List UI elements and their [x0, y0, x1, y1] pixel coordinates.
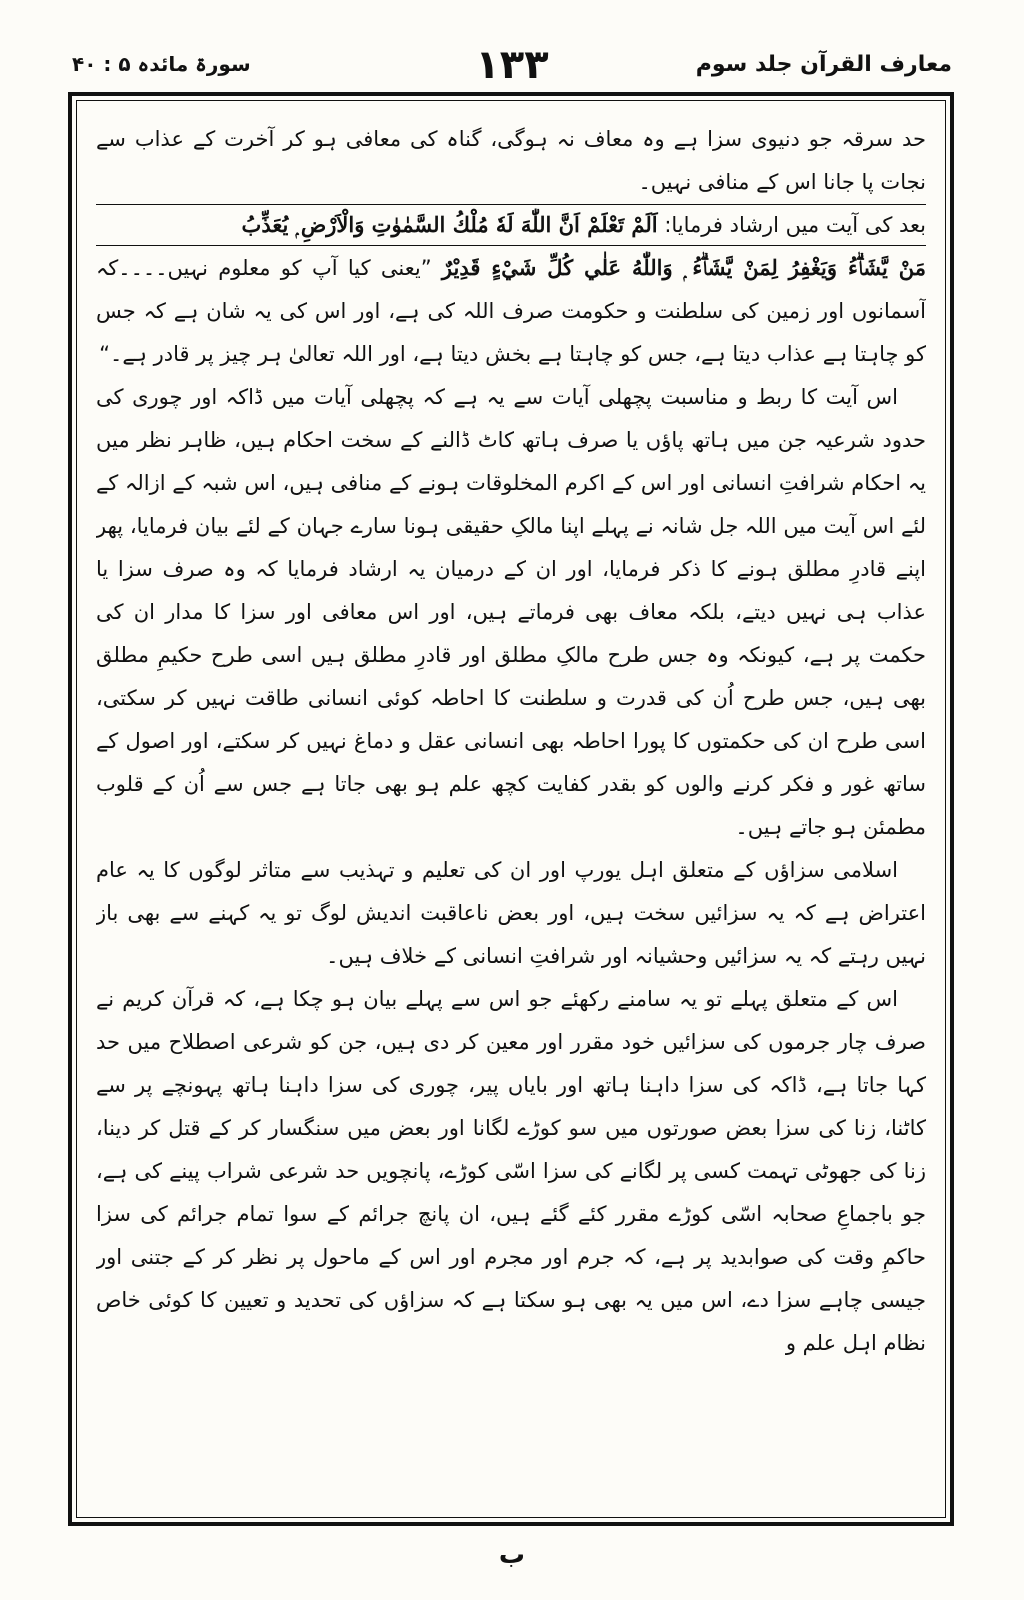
surah-reference: سورۃ مائدہ ۵ : ۴۰: [72, 52, 251, 76]
page-header: [72, 42, 952, 88]
verse-line: [96, 204, 926, 246]
paragraph-1: حد سرقہ جو دنیوی سزا ہے وہ معاف نہ ہوگی، گناہ کی معافی ہو کر آخرت کے عذاب سے نجات پا جانا اس کے منافی نہیں۔: [96, 127, 926, 194]
paragraph-3: اسلامی سزاؤں کے متعلق اہل یورپ اور ان کی تعلیم و تہذیب سے متاثر لوگوں کا یہ عام اعتراض ہے کہ یہ سزائیں سخت ہیں، اور بعض ناعاقبت اندیش لوگ تو یہ کہنے سے بھی باز نہیں رہتے کہ یہ سزائیں وحشیانہ اور شرافتِ انسانی کے خلاف ہیں۔: [96, 858, 926, 968]
verse-intro: بعد کی آیت میں ارشاد فرمایا:: [664, 213, 926, 237]
signature-mark: ب: [498, 1540, 526, 1570]
page-body: [96, 118, 926, 1514]
paragraph-2: اس آیت کا ربط و مناسبت پچھلی آیات سے یہ ہے کہ پچھلی آیات میں ڈاکہ اور چوری کی حدود شرعیہ جن میں ہاتھ پاؤں یا صرف ہاتھ کاٹ ڈالنے کے سخت احکام ہیں، ظاہر نظر میں یہ احکام شرافتِ انسانی اور اس کے اکرم المخلوقات ہونے کے منافی ہیں، اس شبہ کے ازالہ کے لئے اس آیت میں اللہ جل شانہ نے پہلے اپنا مالکِ حقیقی ہونا سارے جہان کے لئے بیان فرمایا، پھر اپنے قادرِ مطلق ہونے کا ذکر فرمایا، اور ان کے درمیان یہ ارشاد فرمایا کہ وہ صرف سزا یا عذاب ہی نہیں دیتے، بلکہ معاف بھی فرماتے ہیں، اور اس معافی اور سزا کا مدار ان کی حکمت پر ہے، کیونکہ وہ جس طرح مالکِ مطلق اور قادرِ مطلق ہیں اسی طرح حکیمِ مطلق بھی ہیں، جس طرح اُن کی قدرت و سلطنت کا احاطہ کوئی انسانی طاقت نہیں کر سکتی، اسی طرح ان کی حکمتوں کا پورا احاطہ بھی انسانی عقل و دماغ نہیں کر سکتے، اور اصول کے ساتھ غور و فکر کرنے والوں کو بقدر کفایت کچھ علم ہو بھی جاتا ہے جس سے اُن کے قلوب مطمئن ہو جاتے ہیں۔: [96, 385, 926, 839]
book-title: معارف القرآن جلد سوم: [695, 52, 952, 77]
paragraph-4: اس کے متعلق پہلے تو یہ سامنے رکھئے جو اس سے پہلے بیان ہو چکا ہے، کہ قرآن کریم نے صرف چار جرموں کی سزائیں خود مقرر اور معین کر دی ہیں، جن کو شرعی اصطلاح میں حد کہا جاتا ہے، ڈاکہ کی سزا داہنا ہاتھ اور بایاں پیر، چوری کی سزا داہنا ہاتھ پہونچے پر سے کاٹنا، زنا کی سزا بعض صورتوں میں سو کوڑے لگانا اور بعض میں سنگسار کر کے قتل کر دینا، زنا کی جھوٹی تہمت کسی پر لگانے کی سزا اسّی کوڑے، پانچویں حد شرعی شراب پینے کی ہے، جو باجماعِ صحابہ اسّی کوڑے مقرر کئے گئے ہیں، ان پانچ جرائم کے سوا تمام جرائم کی سزا حاکمِ وقت کی صوابدید پر ہے، کہ جرم اور مجرم اور اس کے ماحول پر نظر کر کے جتنی اور جیسی چاہے سزا دے، اس میں یہ بھی ہو سکتا ہے کہ سزاؤں کی تحدید و تعیین کا کوئی خاص نظام اہل علم و: [96, 987, 926, 1355]
verse-arabic: اَلَمْ تَعْلَمْ اَنَّ اللّٰهَ لَهٗ مُلْكُ السَّمٰوٰتِ وَالْاَرْضِ ۭ يُعَذِّبُ: [241, 212, 658, 237]
verse-continuation-arabic: مَنْ يَّشَاۗءُ وَيَغْفِرُ لِمَنْ يَّشَاۗءُ ۭ وَاللّٰهُ عَلٰي كُلِّ شَيْءٍ قَدِيْرٌ: [441, 255, 926, 280]
page-number: ۱۳۳: [475, 42, 549, 88]
verse-translation-paragraph: [96, 246, 926, 376]
verse-translation: ”یعنی کیا آپ کو معلوم نہیں۔۔۔۔کہ آسمانوں اور زمین کی سلطنت و حکومت صرف اللہ کی ہے، اور اس کی یہ شان ہے کہ جس کو چاہتا ہے عذاب دیتا ہے، جس کو چاہتا ہے بخش دیتا ہے، اور اللہ تعالیٰ ہر چیز پر قادر ہے۔“: [96, 256, 926, 366]
